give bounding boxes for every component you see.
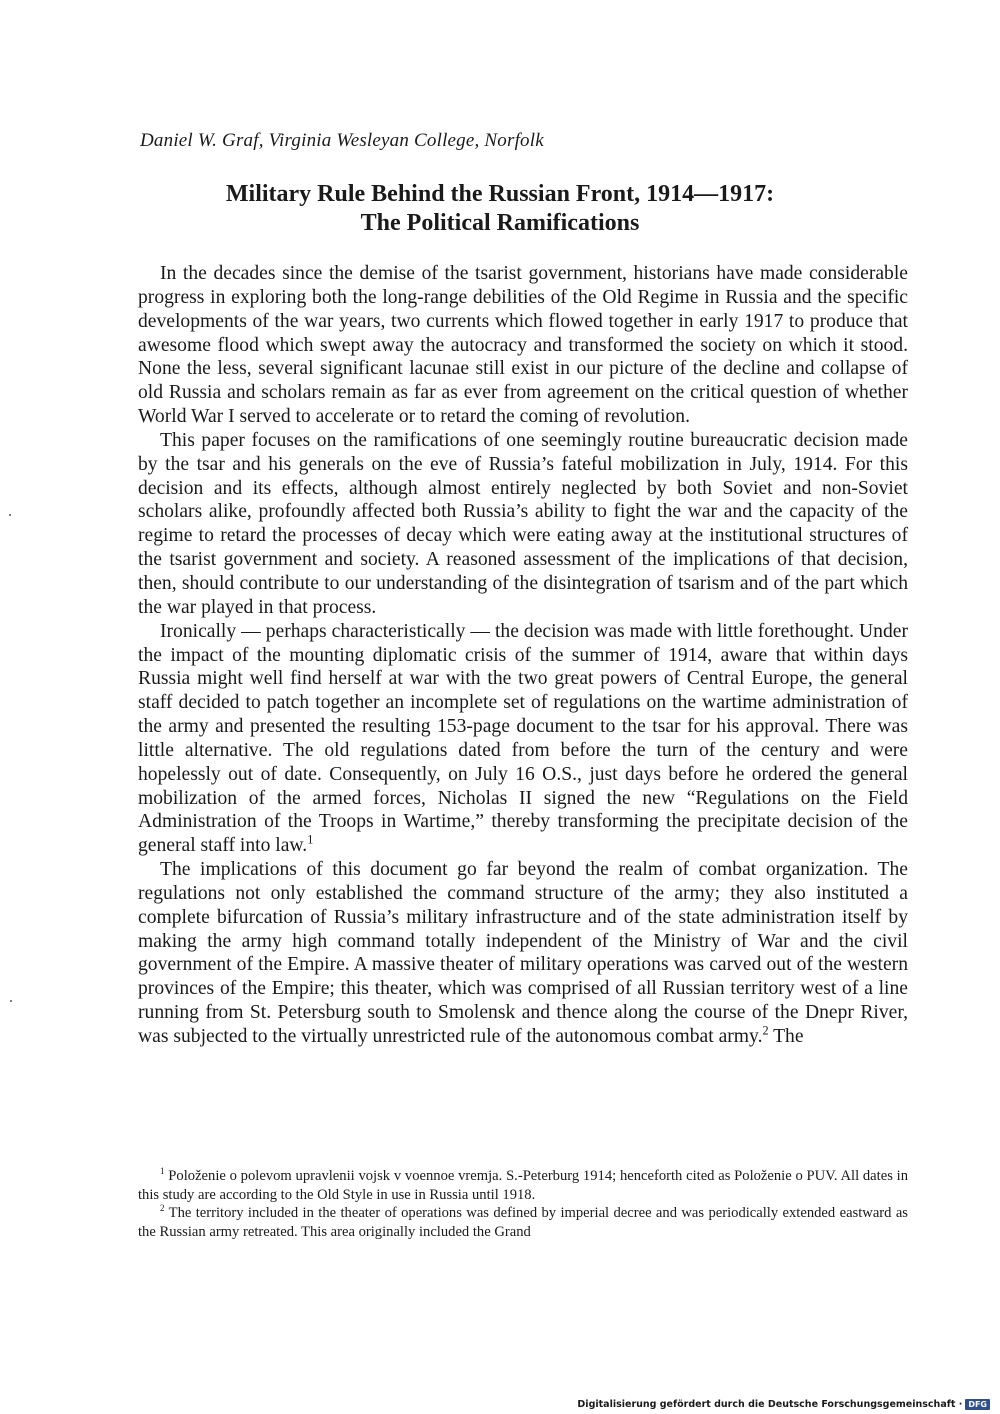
title-line-2: The Political Ramifications [360, 210, 640, 236]
footnote-text: The territory included in the theater of operations was defined by imperial decree and was periodically extended eastward as the Russian army retreated. This area originally included the Grand [138, 1205, 908, 1240]
digitization-credit [577, 1399, 990, 1410]
article-title [120, 180, 880, 238]
paragraph-4 [138, 858, 908, 1049]
paragraph-tail: The [768, 1026, 804, 1047]
scan-speck [10, 1000, 12, 1002]
footnotes [138, 1167, 908, 1241]
author-line: Daniel W. Graf, Virginia Wesleyan College, Norfolk [140, 130, 544, 151]
title-line-1: Military Rule Behind the Russian Front, 1914—1917: [225, 181, 775, 207]
footnote-mark: 1 [160, 1166, 165, 1177]
footnote-1 [138, 1167, 908, 1204]
scan-speck [9, 514, 11, 516]
footnote-ref-2: 2 [762, 1023, 769, 1038]
paragraph-3 [138, 620, 908, 858]
credit-text: Digitalisierung gefördert durch die Deutsche Forschungsgemeinschaft · [577, 1399, 963, 1410]
footnote-ref-1: 1 [307, 832, 314, 847]
paragraph-1 [138, 262, 908, 429]
footnote-text: Položenie o polevom upravlenii vojsk v voennoe vremja. S.-Peterburg 1914; henceforth cited as Položenie o PUV. All dates in this study are according to the Old Style in use in Russia until 1918. [138, 1168, 908, 1203]
paragraph-text: In the decades since the demise of the tsarist government, historians have made considerable progress in exploring both the long-range debilities of the Old Regime in Russia and the specific developments of the war years, two currents which flowed together in early 1917 to produce that awesome flood which swept away the autocracy and transformed the society on which it stood. None the less, several significant lacunae still exist in our picture of the decline and collapse of old Russia and scholars remain as far as ever from agreement on the critical question of whether World War I served to accelerate or to retard the coming of revolution. [138, 263, 908, 428]
dfg-logo: DFG [965, 1399, 990, 1410]
paragraph-text: Ironically — perhaps characteristically — the decision was made with little forethought. Under the impact of the mounting diplomatic crisis of the summer of 1914, aware that within days Russia might well find herself at war with the two great powers of Central Europe, the general staff decided to patch together an incomplete set of regulations on the wartime administration of the army and presented the resulting 153-page document to the tsar for his approval. There was little alternative. The old regulations dated from before the turn of the century and were hopelessly out of date. Consequently, on July 16 O.S., just days before he ordered the general mobilization of the armed forces, Nicholas II signed the new “Regulations on the Field Administration of the Troops in Wartime,” thereby transforming the precipitate decision of the general staff into law. [138, 620, 908, 857]
paragraph-2 [138, 429, 908, 620]
paragraph-text: This paper focuses on the ramifications of one seemingly routine bureaucratic decision made by the tsar and his generals on the eve of Russia’s fateful mobilization in July, 1914. For this decision and its effects, although almost entirely neglected by both Soviet and non-Soviet scholars alike, profoundly affected both Russia’s ability to fight the war and the capacity of the regime to retard the processes of decay which were eating away at the institutional structures of the tsarist government and society. A reasoned assessment of the implications of that decision, then, should contribute to our understanding of the disintegration of tsarism and of the part which the war played in that process. [138, 429, 908, 618]
footnote-2 [138, 1204, 908, 1241]
article-body [138, 262, 908, 1049]
paragraph-text: The implications of this document go far beyond the realm of combat organization. The regulations not only established the command structure of the army; they also instituted a complete bifurcation of Russia’s military infrastructure and of the state administration itself by making the army high command totally independent of the Ministry of War and the civil government of the Empire. A massive theater of military operations was carved out of the western provinces of the Empire; this theater, which was comprised of all Russian territory west of a line running from St. Petersburg south to Smolensk and thence along the course of the Dnepr River, was subjected to the virtually unrestricted rule of the autonomous combat army. [138, 859, 908, 1047]
footnote-mark: 2 [160, 1203, 165, 1214]
